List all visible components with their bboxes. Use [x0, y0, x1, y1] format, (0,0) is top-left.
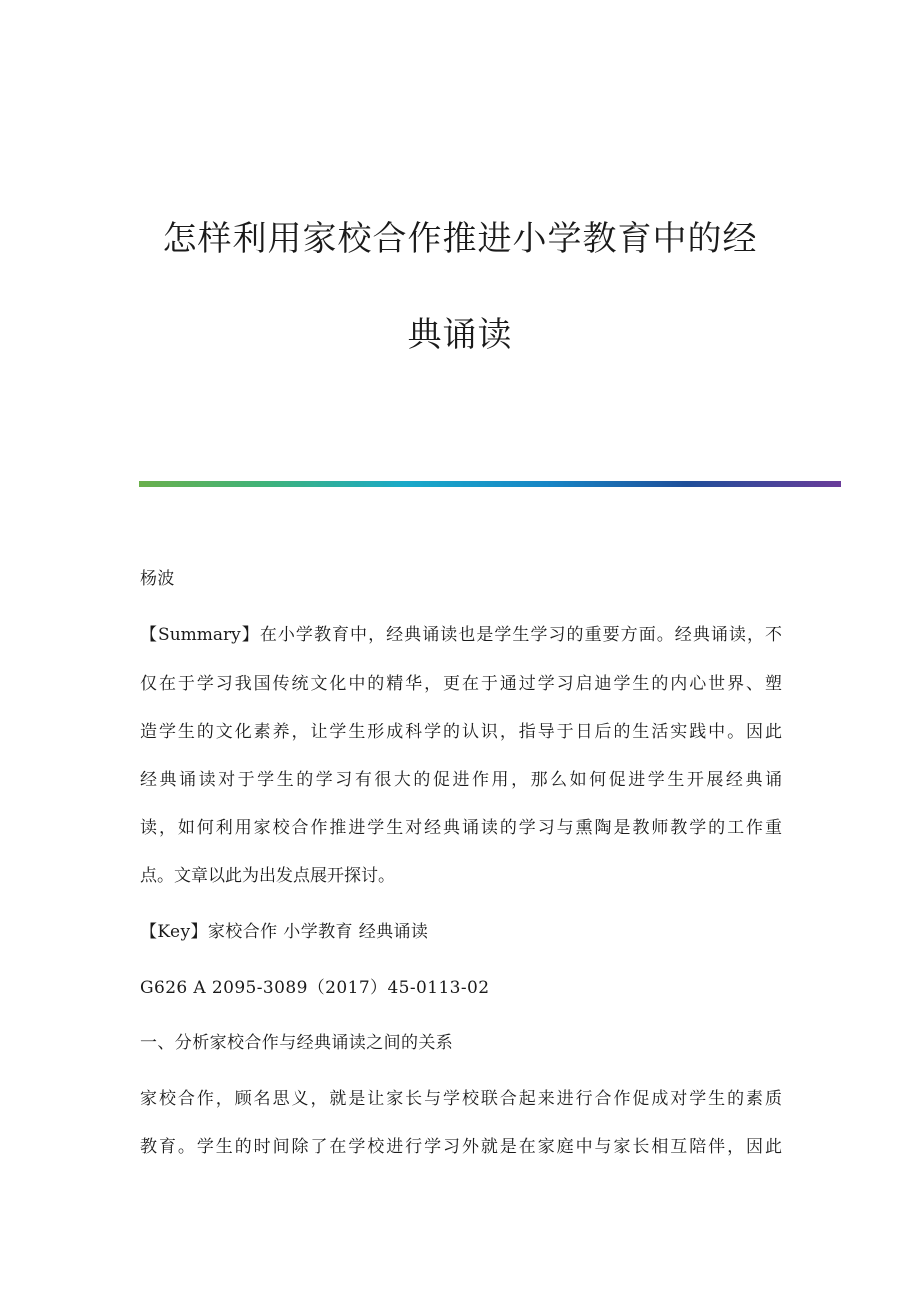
summary-line: 读，如何利用家校合作推进学生对经典诵读的学习与熏陶是教师教学的工作重: [140, 818, 782, 838]
author-name: 杨波: [140, 569, 175, 589]
summary-line: 点。文章以此为出发点展开探讨。: [140, 866, 395, 886]
body-line: 家校合作，顾名思义，就是让家长与学校联合起来进行合作促成对学生的素质: [140, 1089, 782, 1109]
classification-line: G626 A 2095-3089（2017）45-0113-02: [140, 978, 490, 998]
document-title-line-2: 典诵读: [407, 315, 513, 355]
title-divider: [139, 481, 841, 487]
summary-line: 经典诵读对于学生的学习有很大的促进作用，那么如何促进学生开展经典诵: [140, 770, 782, 790]
summary-line: 【Summary】在小学教育中，经典诵读也是学生学习的重要方面。经典诵读，不: [140, 625, 782, 645]
summary-line: 造学生的文化素养，让学生形成科学的认识，指导于日后的生活实践中。因此: [140, 722, 782, 742]
document-title-line-1: 怎样利用家校合作推进小学教育中的经: [162, 219, 758, 259]
keywords-line: 【Key】家校合作 小学教育 经典诵读: [140, 922, 429, 942]
summary-line: 仅在于学习我国传统文化中的精华，更在于通过学习启迪学生的内心世界、塑: [140, 674, 782, 694]
section-heading: 一、分析家校合作与经典诵读之间的关系: [140, 1033, 454, 1053]
body-line: 教育。学生的时间除了在学校进行学习外就是在家庭中与家长相互陪伴，因此: [140, 1137, 782, 1157]
